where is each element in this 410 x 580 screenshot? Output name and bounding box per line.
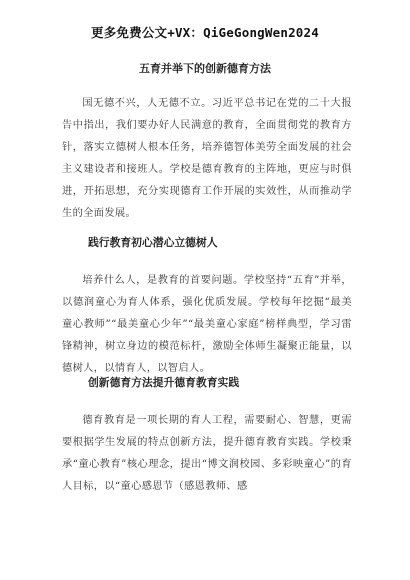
section-paragraph-2 bbox=[62, 410, 352, 498]
section-heading-1: 践行教育初心潜心立德树人 bbox=[88, 236, 218, 249]
promo-banner: 更多免费公文+VX：QiGeGongWen2024 bbox=[91, 25, 319, 40]
section-heading-2: 创新德育方法提升德育教育实践 bbox=[88, 376, 240, 389]
document-title: 五育并举下的创新德育方法 bbox=[139, 62, 271, 75]
intro-paragraph bbox=[62, 93, 352, 225]
section-text-1: 培养什么人，是教育的首要问题。学校坚持“五育”并举，以德润童心为育人体系，强化优质发展。学校每年挖掘“最美童心教师”“最美童心少年”“最美童心家庭”榜样典型，学习雷锋精神，树立身边的模范标杆，激励全体师生凝聚正能量，以德树人，以情育人，以智启人。 bbox=[62, 275, 352, 374]
section-text-2: 德育教育是一项长期的育人工程，需要耐心、智慧，更需要根据学生发展的特点创新方法，提升德育教育实践。学校秉承“童心教育”核心理念，提出“博文润校园、多彩映童心”的育人目标，以“童心感恩节（感恩教师、感 bbox=[62, 415, 352, 492]
intro-text: 国无德不兴，人无德不立。习近平总书记在党的二十大报告中指出，我们要办好人民满意的教育，全面贯彻党的教育方针，落实立德树人根本任务，培养德智体美劳全面发展的社会主义建设者和接班人。学校是德育教育的主阵地，更应与时俱进，开拓思想，充分实现德育工作开展的实效性，从而推动学生的全面发展。 bbox=[62, 98, 352, 219]
section-paragraph-1 bbox=[62, 270, 352, 380]
